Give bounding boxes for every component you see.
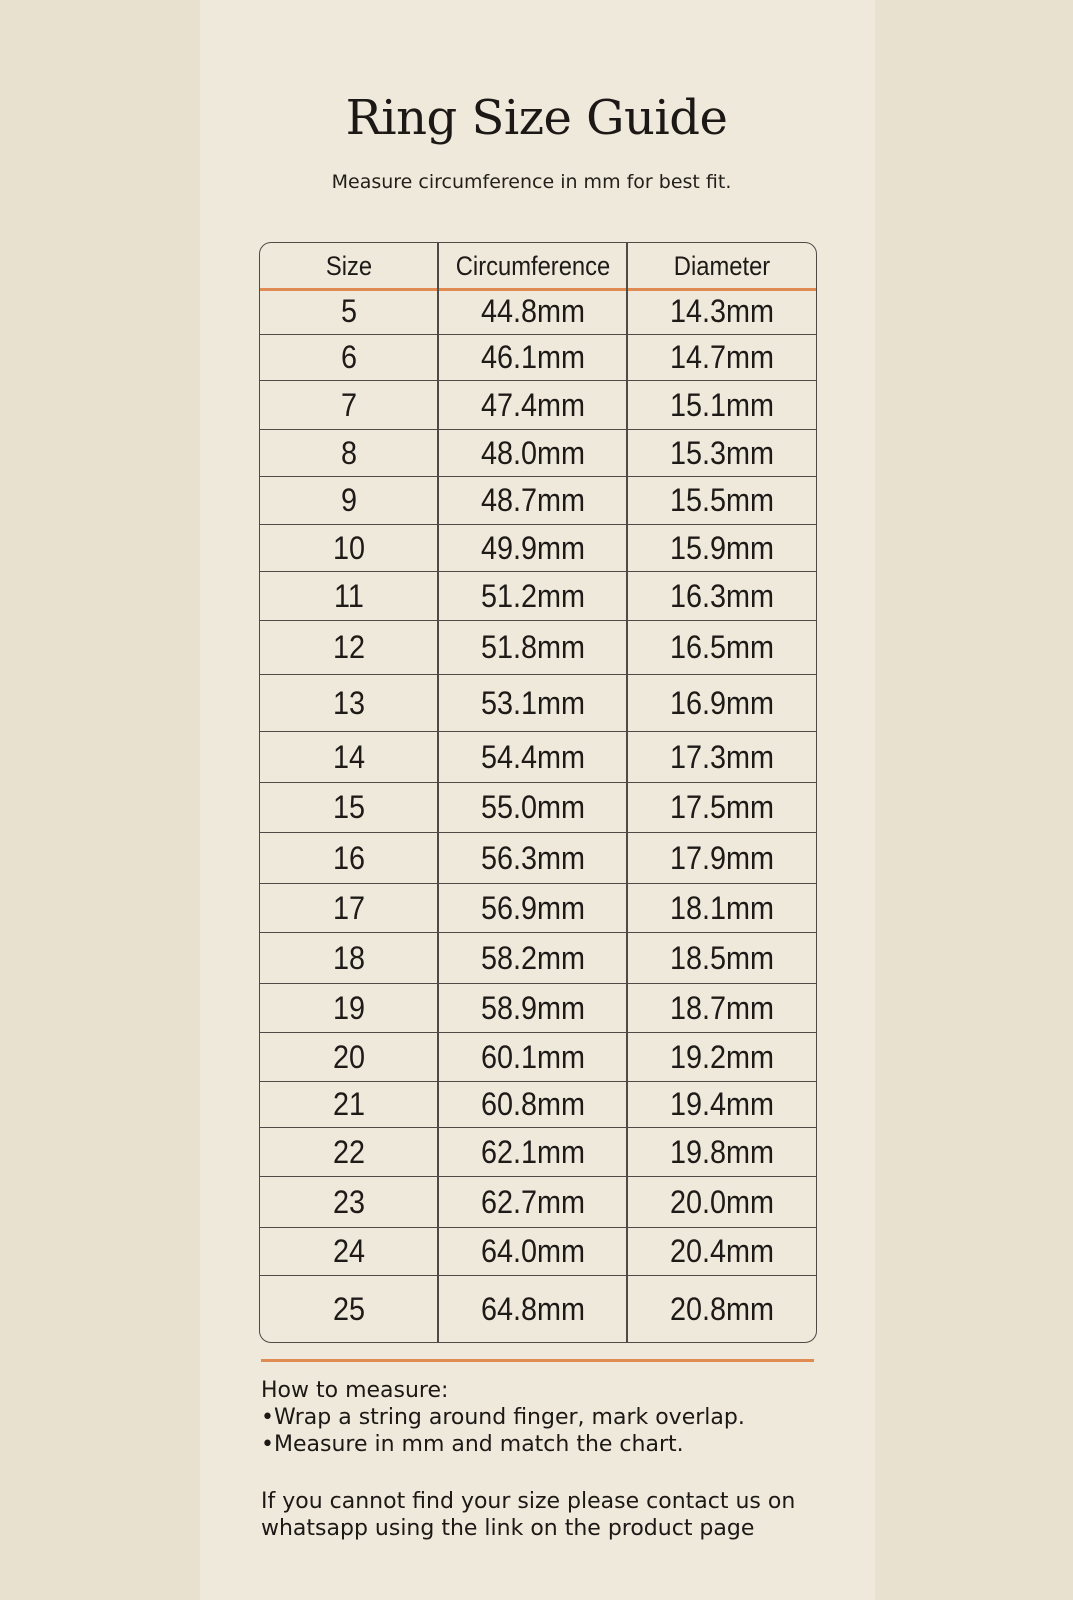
header-circumference: Circumference xyxy=(455,250,611,281)
table-row xyxy=(260,571,816,620)
circumference-cell: 64.8mm xyxy=(480,1290,586,1327)
diameter-cell: 15.9mm xyxy=(669,529,775,566)
diameter-cell: 19.2mm xyxy=(669,1038,775,1075)
diameter-cell: 17.5mm xyxy=(669,789,775,825)
circumference-cell: 51.8mm xyxy=(480,629,586,665)
diameter-cell: 14.3mm xyxy=(669,293,775,329)
diameter-cell: 14.7mm xyxy=(669,339,775,375)
circumference-cell: 47.4mm xyxy=(480,386,586,423)
size-cell: 23 xyxy=(332,1183,366,1220)
page-title: Ring Size Guide xyxy=(345,90,728,146)
contact-note-line: If you cannot find your size please contact us on xyxy=(261,1489,796,1514)
contact-note-line: whatsapp using the link on the product page xyxy=(261,1516,755,1541)
size-cell: 13 xyxy=(332,684,366,721)
table-row xyxy=(260,524,816,571)
circumference-cell: 51.2mm xyxy=(480,577,586,614)
size-cell: 17 xyxy=(332,889,366,926)
how-to-step: • Wrap a string around finger, mark overlap. xyxy=(261,1404,861,1431)
size-cell: 18 xyxy=(332,939,366,976)
size-cell: 8 xyxy=(340,434,358,471)
size-cell: 22 xyxy=(332,1133,366,1170)
diameter-cell: 19.4mm xyxy=(669,1086,775,1122)
table-row xyxy=(260,1127,816,1176)
table-row xyxy=(260,782,816,832)
diameter-cell: 19.8mm xyxy=(669,1133,775,1170)
table-row xyxy=(260,731,816,782)
contact-note xyxy=(261,1488,861,1542)
size-cell: 15 xyxy=(332,789,366,825)
table-row xyxy=(260,674,816,731)
header-diameter: Diameter xyxy=(673,250,771,281)
diameter-cell: 17.3mm xyxy=(669,738,775,775)
size-cell: 7 xyxy=(340,386,358,423)
circumference-cell: 53.1mm xyxy=(480,684,586,721)
table-row xyxy=(260,380,816,429)
size-cell: 25 xyxy=(332,1290,366,1327)
circumference-cell: 60.8mm xyxy=(480,1086,586,1122)
table-row xyxy=(260,289,816,334)
table-row xyxy=(260,883,816,932)
size-cell: 5 xyxy=(340,293,358,329)
diameter-cell: 18.1mm xyxy=(669,889,775,926)
size-table xyxy=(259,242,817,1343)
table-row xyxy=(260,620,816,674)
circumference-cell: 58.2mm xyxy=(480,939,586,976)
circumference-cell: 64.0mm xyxy=(480,1233,586,1269)
circumference-cell: 48.7mm xyxy=(480,482,586,518)
diameter-cell: 15.5mm xyxy=(669,482,775,518)
diameter-cell: 20.8mm xyxy=(669,1290,775,1327)
circumference-cell: 62.1mm xyxy=(480,1133,586,1170)
diameter-cell: 18.7mm xyxy=(669,989,775,1026)
header-size: Size xyxy=(325,250,373,281)
circumference-cell: 56.3mm xyxy=(480,839,586,876)
how-to-heading: How to measure: xyxy=(261,1378,449,1403)
table-row xyxy=(260,1081,816,1127)
diameter-cell: 15.1mm xyxy=(669,386,775,423)
size-cell: 21 xyxy=(332,1086,366,1122)
diameter-cell: 16.3mm xyxy=(669,577,775,614)
table-header-row xyxy=(260,243,816,289)
table-row xyxy=(260,1227,816,1275)
size-cell: 9 xyxy=(340,482,358,518)
circumference-cell: 54.4mm xyxy=(480,738,586,775)
size-cell: 16 xyxy=(332,839,366,876)
size-cell: 20 xyxy=(332,1038,366,1075)
diameter-cell: 17.9mm xyxy=(669,839,775,876)
circumference-cell: 62.7mm xyxy=(480,1183,586,1220)
table-row xyxy=(260,983,816,1032)
table-row xyxy=(260,1032,816,1081)
circumference-cell: 56.9mm xyxy=(480,889,586,926)
diameter-cell: 20.4mm xyxy=(669,1233,775,1269)
circumference-cell: 46.1mm xyxy=(480,339,586,375)
size-cell: 6 xyxy=(340,339,358,375)
size-cell: 14 xyxy=(332,738,366,775)
column-divider xyxy=(437,243,439,1342)
circumference-cell: 44.8mm xyxy=(480,293,586,329)
diameter-cell: 15.3mm xyxy=(669,434,775,471)
table-row xyxy=(260,429,816,476)
diameter-cell: 20.0mm xyxy=(669,1183,775,1220)
how-to-step: • Measure in mm and match the chart. xyxy=(261,1431,861,1458)
table-row xyxy=(260,1275,816,1342)
size-cell: 19 xyxy=(332,989,366,1026)
size-cell: 24 xyxy=(332,1233,366,1269)
circumference-cell: 60.1mm xyxy=(480,1038,586,1075)
size-cell: 10 xyxy=(332,529,366,566)
diameter-cell: 16.5mm xyxy=(669,629,775,665)
diameter-cell: 18.5mm xyxy=(669,939,775,976)
size-cell: 12 xyxy=(332,629,366,665)
circumference-cell: 48.0mm xyxy=(480,434,586,471)
column-divider xyxy=(626,243,628,1342)
table-row xyxy=(260,932,816,983)
diameter-cell: 16.9mm xyxy=(669,684,775,721)
size-cell: 11 xyxy=(334,577,364,614)
circumference-cell: 49.9mm xyxy=(480,529,586,566)
table-row xyxy=(260,832,816,883)
page-subtitle: Measure circumference in mm for best fit. xyxy=(331,171,732,193)
how-to-measure xyxy=(261,1377,861,1458)
circumference-cell: 55.0mm xyxy=(480,789,586,825)
circumference-cell: 58.9mm xyxy=(480,989,586,1026)
table-row xyxy=(260,476,816,524)
table-row xyxy=(260,1176,816,1227)
section-divider xyxy=(261,1359,814,1362)
table-row xyxy=(260,334,816,380)
